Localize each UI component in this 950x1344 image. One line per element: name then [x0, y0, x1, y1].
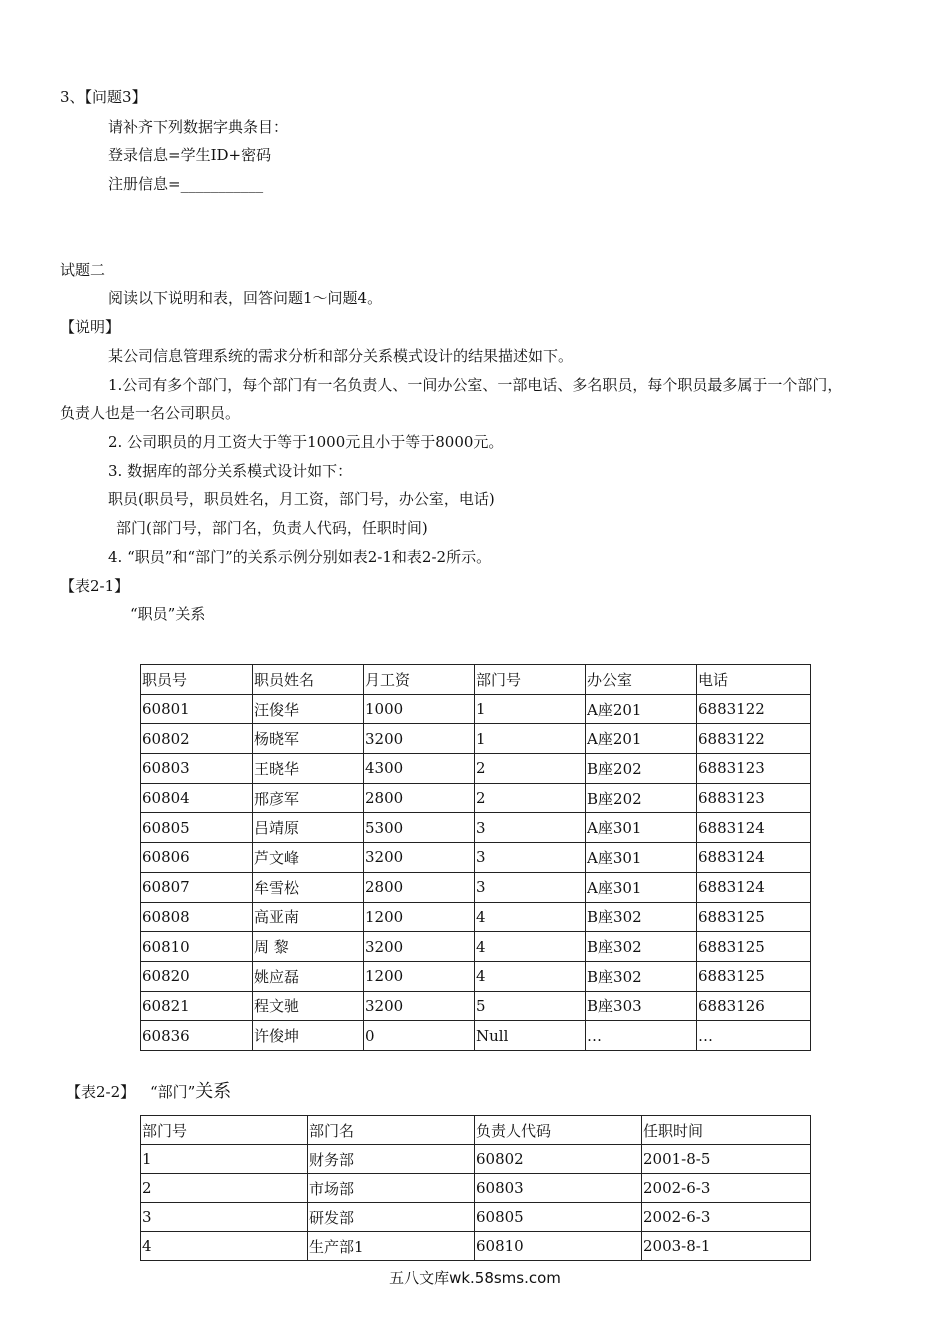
- table-row: [141, 783, 811, 813]
- table-cell: 程文驰: [253, 991, 364, 1021]
- table-1-caption: “职员”关系: [130, 605, 206, 623]
- table-cell: 5300: [364, 813, 475, 843]
- table-cell: 市场部: [308, 1174, 475, 1203]
- table-cell: 3200: [364, 932, 475, 962]
- employee-table: [140, 664, 811, 1051]
- table-row: [141, 843, 811, 873]
- table-cell: 60804: [141, 783, 253, 813]
- header-cell: 电话: [697, 665, 811, 695]
- table-cell: 4: [475, 932, 586, 962]
- table-row: [141, 754, 811, 784]
- table-cell: 6883124: [697, 872, 811, 902]
- table-cell: 邢彦军: [253, 783, 364, 813]
- table-cell: 4: [475, 961, 586, 991]
- table-cell: 6883123: [697, 783, 811, 813]
- table-cell: 王晓华: [253, 754, 364, 784]
- table-cell: 6883123: [697, 754, 811, 784]
- item-4: 4. “职员”和“部门”的关系示例分别如表2-1和表2-2所示。: [108, 548, 492, 566]
- table-cell: 1200: [364, 961, 475, 991]
- table-cell: B座202: [586, 783, 697, 813]
- table-row: [141, 902, 811, 932]
- section-intro: 阅读以下说明和表，回答问题1～问题4。: [108, 289, 383, 307]
- table-cell: 6883126: [697, 991, 811, 1021]
- table-cell: 姚应磊: [253, 961, 364, 991]
- explain-label: 【说明】: [60, 318, 121, 336]
- table-cell: 3200: [364, 843, 475, 873]
- header-cell: 部门号: [475, 665, 586, 695]
- section-title: 试题二: [60, 261, 106, 279]
- table-cell: B座302: [586, 932, 697, 962]
- table-cell: 6883124: [697, 843, 811, 873]
- table-cell: 0: [364, 1021, 475, 1051]
- table-cell: 4: [475, 902, 586, 932]
- table-cell: 2: [475, 754, 586, 784]
- table-row: [141, 694, 811, 724]
- header-cell: 负责人代码: [475, 1116, 642, 1145]
- schema-employee: 职员(职员号，职员姓名，月工资，部门号，办公室，电话): [108, 490, 495, 508]
- question-3-heading: 3、【问题3】: [60, 88, 147, 106]
- table-cell: 4: [141, 1232, 308, 1261]
- table-cell: 财务部: [308, 1145, 475, 1174]
- register-info-entry: 注册信息=___________: [108, 175, 264, 193]
- table-cell: 2: [141, 1174, 308, 1203]
- department-table: [140, 1115, 811, 1261]
- table-row: [141, 932, 811, 962]
- header-cell: 部门名: [308, 1116, 475, 1145]
- table-cell: 3: [475, 872, 586, 902]
- table-cell: …: [697, 1021, 811, 1051]
- login-info-entry: 登录信息=学生ID+密码: [108, 146, 272, 164]
- table-cell: 2002-6-3: [642, 1174, 811, 1203]
- item-1-line-2: 负责人也是一名公司职员。: [60, 404, 241, 422]
- table-cell: 牟雪松: [253, 872, 364, 902]
- item-1-line-1: 1.公司有多个部门，每个部门有一名负责人、一间办公室、一部电话、多名职员，每个职员最多属于一个部门，: [108, 376, 843, 394]
- table-cell: A座301: [586, 843, 697, 873]
- table-cell: 芦文峰: [253, 843, 364, 873]
- table-cell: 60803: [141, 754, 253, 784]
- table-cell: B座303: [586, 991, 697, 1021]
- table-row: [141, 724, 811, 754]
- table-cell: 1: [141, 1145, 308, 1174]
- table-cell: 汪俊华: [253, 694, 364, 724]
- table-cell: 1000: [364, 694, 475, 724]
- table-cell: 60820: [141, 961, 253, 991]
- table-cell: 60806: [141, 843, 253, 873]
- header-cell: 部门号: [141, 1116, 308, 1145]
- table-cell: 3: [141, 1203, 308, 1232]
- table-cell: A座201: [586, 724, 697, 754]
- table-cell: 高亚南: [253, 902, 364, 932]
- table-cell: A座301: [586, 872, 697, 902]
- table-2-label: 【表2-2】: [66, 1083, 136, 1101]
- item-3: 3. 数据库的部分关系模式设计如下：: [108, 462, 353, 480]
- table-cell: 1: [475, 694, 586, 724]
- table-row: [141, 1174, 811, 1203]
- table-cell: 60808: [141, 902, 253, 932]
- header-cell: 职员姓名: [253, 665, 364, 695]
- table-header-row: [141, 665, 811, 695]
- table-cell: 2001-8-5: [642, 1145, 811, 1174]
- table-cell: 60805: [475, 1203, 642, 1232]
- table-row: [141, 1203, 811, 1232]
- table-cell: A座201: [586, 694, 697, 724]
- table-cell: 60802: [475, 1145, 642, 1174]
- table-cell: 许俊坤: [253, 1021, 364, 1051]
- table-cell: 6883122: [697, 694, 811, 724]
- table-cell: 6883125: [697, 932, 811, 962]
- table-cell: 3: [475, 813, 586, 843]
- table-cell: Null: [475, 1021, 586, 1051]
- table-cell: 60801: [141, 694, 253, 724]
- table-2-caption-rest: 关系: [195, 1081, 232, 1102]
- table-cell: …: [586, 1021, 697, 1051]
- header-cell: 职员号: [141, 665, 253, 695]
- table-row: [141, 1232, 811, 1261]
- table-cell: 2003-8-1: [642, 1232, 811, 1261]
- table-row: [141, 1145, 811, 1174]
- table-cell: 60807: [141, 872, 253, 902]
- table-cell: B座302: [586, 961, 697, 991]
- table-row: [141, 1021, 811, 1051]
- schema-department: 部门(部门号，部门名，负责人代码，任职时间): [116, 519, 428, 537]
- table-cell: 吕靖原: [253, 813, 364, 843]
- table-cell: 60836: [141, 1021, 253, 1051]
- table-cell: A座301: [586, 813, 697, 843]
- table-cell: 60802: [141, 724, 253, 754]
- table-cell: 2002-6-3: [642, 1203, 811, 1232]
- summary-text: 某公司信息管理系统的需求分析和部分关系模式设计的结果描述如下。: [108, 347, 574, 365]
- table-cell: 3200: [364, 991, 475, 1021]
- header-cell: 办公室: [586, 665, 697, 695]
- table-cell: 6883124: [697, 813, 811, 843]
- table-cell: B座302: [586, 902, 697, 932]
- table-header-row: [141, 1116, 811, 1145]
- table-cell: 60810: [475, 1232, 642, 1261]
- table-row: [141, 813, 811, 843]
- table-cell: 周 黎: [253, 932, 364, 962]
- table-cell: 6883125: [697, 902, 811, 932]
- table-cell: 5: [475, 991, 586, 1021]
- table-2-caption: [66, 1082, 231, 1102]
- table-cell: 60805: [141, 813, 253, 843]
- footer-watermark: 五八文库wk.58sms.com: [389, 1269, 561, 1287]
- table-cell: 1200: [364, 902, 475, 932]
- table-row: [141, 872, 811, 902]
- table-cell: 2800: [364, 872, 475, 902]
- table-cell: 60821: [141, 991, 253, 1021]
- table-cell: 3: [475, 843, 586, 873]
- table-cell: 生产部1: [308, 1232, 475, 1261]
- table-row: [141, 991, 811, 1021]
- table-cell: 2: [475, 783, 586, 813]
- table-cell: 3200: [364, 724, 475, 754]
- table-cell: 研发部: [308, 1203, 475, 1232]
- table-cell: B座202: [586, 754, 697, 784]
- header-cell: 任职时间: [642, 1116, 811, 1145]
- table-2-caption-quote: “部门”: [149, 1083, 196, 1101]
- table-row: [141, 961, 811, 991]
- header-cell: 月工资: [364, 665, 475, 695]
- table-cell: 杨晓军: [253, 724, 364, 754]
- table-1-label: 【表2-1】: [60, 577, 130, 595]
- table-cell: 60810: [141, 932, 253, 962]
- table-cell: 6883122: [697, 724, 811, 754]
- table-cell: 6883125: [697, 961, 811, 991]
- item-2: 2. 公司职员的月工资大于等于1000元且小于等于8000元。: [108, 433, 504, 451]
- table-cell: 60803: [475, 1174, 642, 1203]
- table-cell: 4300: [364, 754, 475, 784]
- question-3-prompt: 请补齐下列数据字典条目：: [108, 118, 289, 136]
- table-cell: 2800: [364, 783, 475, 813]
- table-cell: 1: [475, 724, 586, 754]
